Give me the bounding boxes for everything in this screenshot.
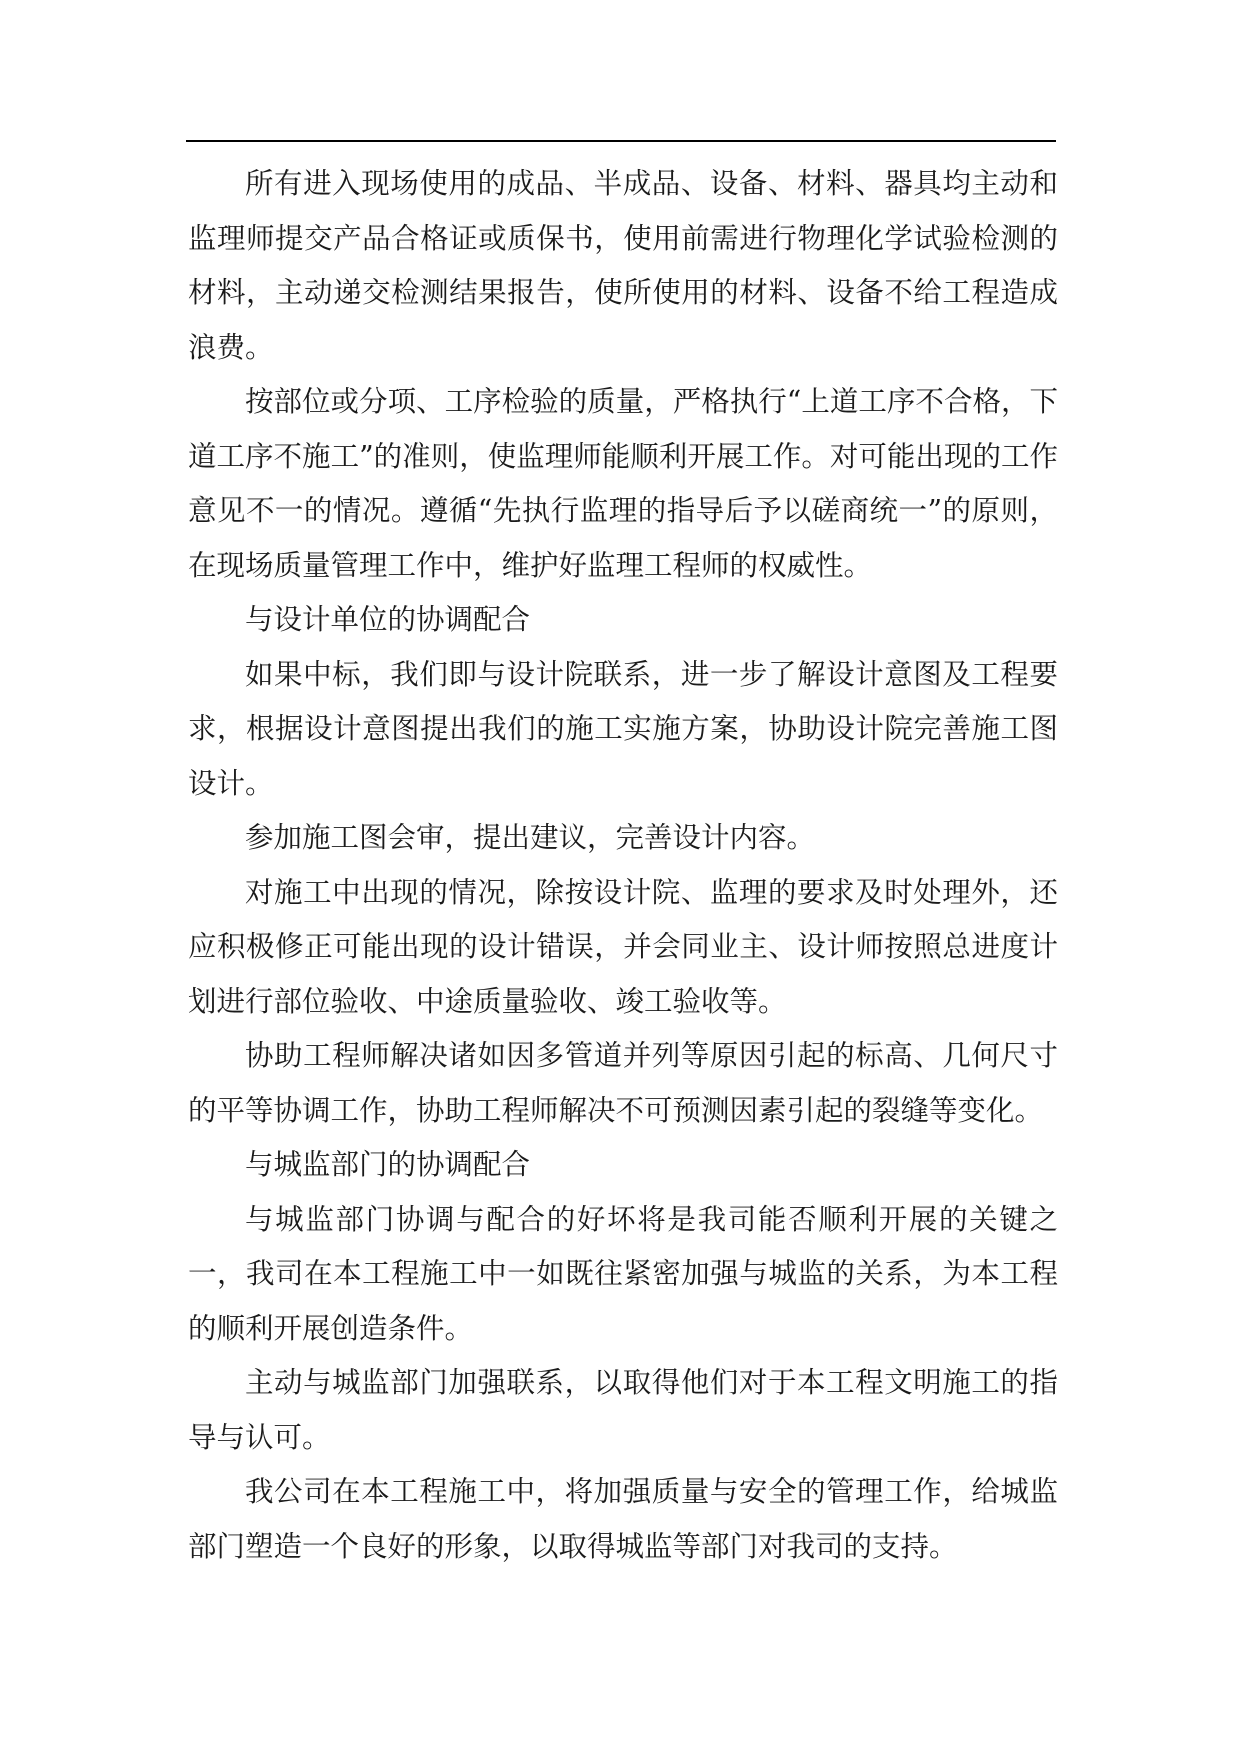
paragraph-design-contact: 如果中标，我们即与设计院联系，进一步了解设计意图及工程要求，根据设计意图提出我们的施工实施方案，协助设计院完善施工图设计。 (188, 657, 1058, 800)
paragraph-materials-submission: 所有进入现场使用的成品、半成品、设备、材料、器具均主动和监理师提交产品合格证或质保书，使用前需进行物理化学试验检测的材料，主动递交检测结果报告，使所使用的材料、设备不给工程造成浪费。 (188, 167, 1058, 364)
paragraph-drawing-review: 参加施工图会审，提出建议，完善设计内容。 (245, 821, 816, 854)
paragraph-construction-situations: 对施工中出现的情况，除按设计院、监理的要求及时处理外，还应积极修正可能出现的设计错误，并会同业主、设计师按照总进度计划进行部位验收、中途质量验收、竣工验收等。 (188, 875, 1058, 1018)
paragraph-inspection-quality: 按部位或分项、工序检验的质量，严格执行“上道工序不合格，下道工序不施工”的准则，使监理师能顺利开展工作。对可能出现的工作意见不一的情况。遵循“先执行监理的指导后予以磋商统一”的原则，在现场质量管理工作中，维护好监理工程师的权威性。 (188, 385, 1058, 582)
paragraph-engineer-assistance: 协助工程师解决诸如因多管道并列等原因引起的标高、几何尺寸的平等协调工作，协助工程师解决不可预测因素引起的裂缝等变化。 (188, 1039, 1058, 1127)
paragraph-city-supervision-contact: 主动与城监部门加强联系，以取得他们对于本工程文明施工的指导与认可。 (188, 1366, 1058, 1454)
header-rule (186, 140, 1056, 142)
section-heading-design-coordination: 与设计单位的协调配合 (245, 603, 531, 636)
section-heading-city-supervision: 与城监部门的协调配合 (245, 1148, 531, 1181)
paragraph-company-image: 我公司在本工程施工中，将加强质量与安全的管理工作，给城监部门塑造一个良好的形象，以取得城监等部门对我司的支持。 (188, 1475, 1058, 1563)
paragraph-city-supervision-relations: 与城监部门协调与配合的好坏将是我司能否顺利开展的关键之一，我司在本工程施工中一如既往紧密加强与城监的关系，为本工程的顺利开展创造条件。 (188, 1202, 1058, 1345)
document-body (188, 157, 1058, 1574)
